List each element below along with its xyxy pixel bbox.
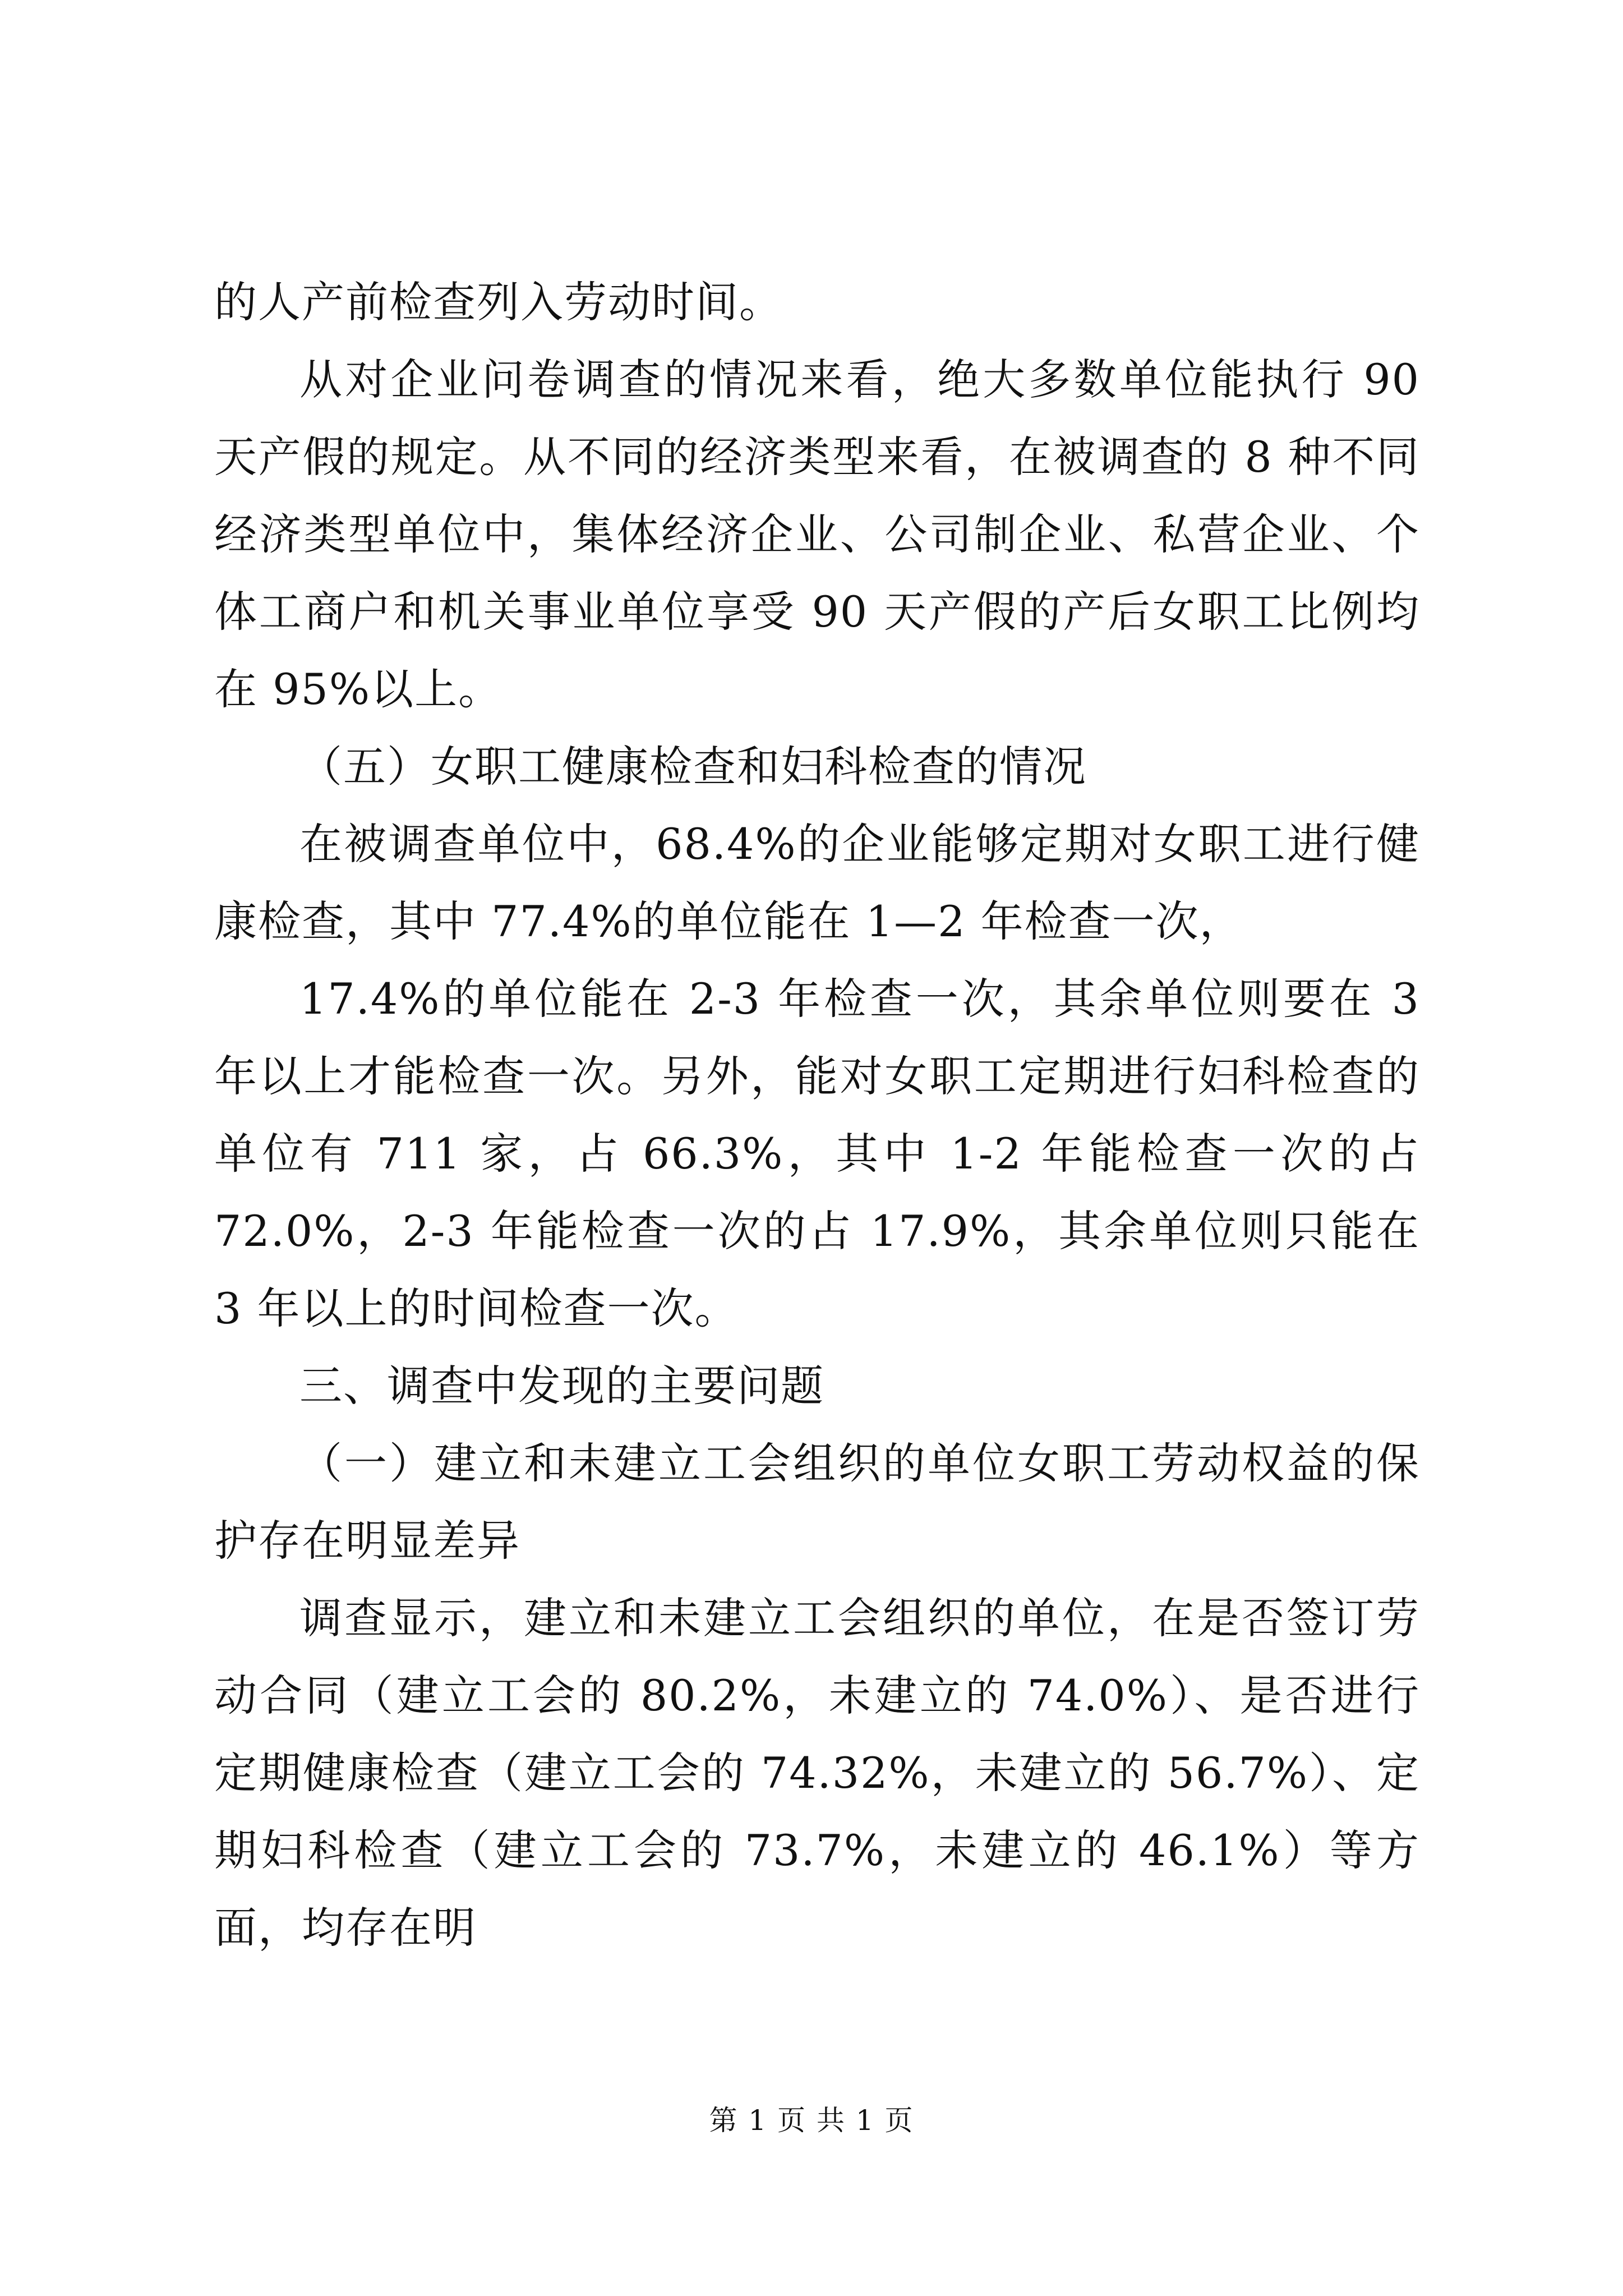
subsection-heading-union-difference: （一）建立和未建立工会组织的单位女职工劳动权益的保护存在明显差异 (214, 1438, 1420, 1566)
paragraph-gynecological-check-stats: 17.4%的单位能在 2-3 年检查一次，其余单位则要在 3 年以上才能检查一次。另外，能对女职工定期进行妇科检查的单位有 711 家，占 66.3%，其中 1-2 年能检查一次的占 72.0%，2-3 年能检查一次的占 17.9%，其余单位则只能在 3 年以上的时间检查一次。 (214, 974, 1420, 1333)
document-body (214, 264, 1420, 1967)
paragraph-continuation: 的人产前检查列入劳动时间。 (214, 277, 783, 327)
section-heading-main-problems: 三、调查中发现的主要问题 (299, 1361, 824, 1411)
paragraph-union-comparison: 调查显示，建立和未建立工会组织的单位，在是否签订劳动合同（建立工会的 80.2%，未建立的 74.0%）、是否进行定期健康检查（建立工会的 74.32%，未建立的 56.7%）、定期妇科检查（建立工会的 73.7%，未建立的 46.1%）等方面，均存在明 (214, 1593, 1420, 1953)
paragraph-maternity-leave: 从对企业问卷调查的情况来看，绝大多数单位能执行 90 天产假的规定。从不同的经济类型来看，在被调查的 8 种不同经济类型单位中，集体经济企业、公司制企业、私营企业、个体工商户和机关事业单位享受 90 天产假的产后女职工比例均在 95%以上。 (214, 355, 1420, 714)
paragraph-health-check-stats: 在被调查单位中，68.4%的企业能够定期对女职工进行健康检查，其中 77.4%的单位能在 1—2 年检查一次， (214, 819, 1420, 946)
page-footer: 第 1 页 共 1 页 (709, 2104, 914, 2137)
section-heading-health-checks: （五）女职工健康检查和妇科检查的情况 (299, 742, 1087, 792)
